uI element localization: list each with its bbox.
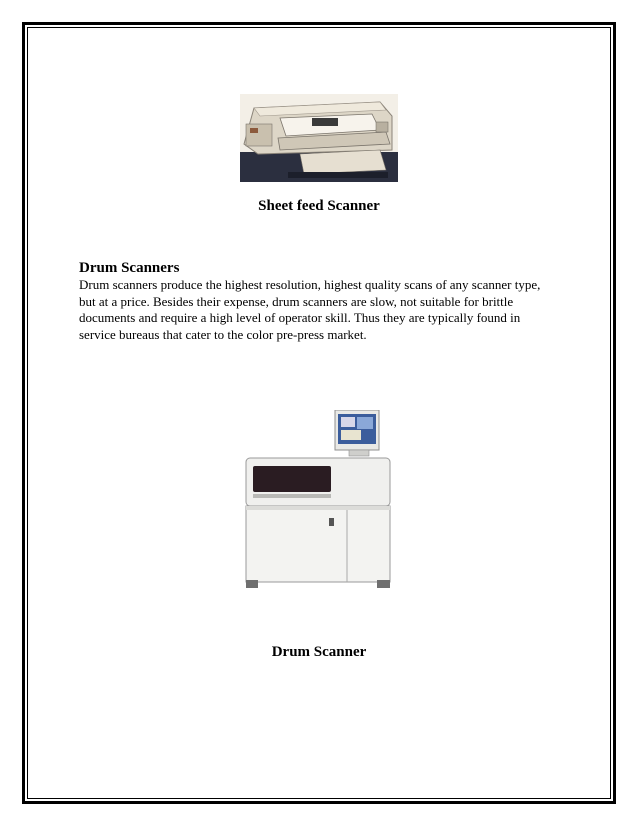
section-paragraph: Drum scanners produce the highest resolution, highest quality scans of any scanner type, but at a price. Besides their expense, drum scanners are slow, not suitable for brittle documents and require a high level of operator skill. Thus they are typically found in service bureaus that cater to the color pre-press market. — [79, 277, 541, 342]
section-heading: Drum Scanners — [79, 260, 180, 276]
drum-scanner-caption: Drum Scanner — [271, 644, 367, 660]
sheet-feed-scanner-image — [240, 94, 398, 182]
sheet-feed-scanner-caption: Sheet feed Scanner — [258, 198, 380, 214]
drum-scanner-image — [243, 410, 393, 590]
